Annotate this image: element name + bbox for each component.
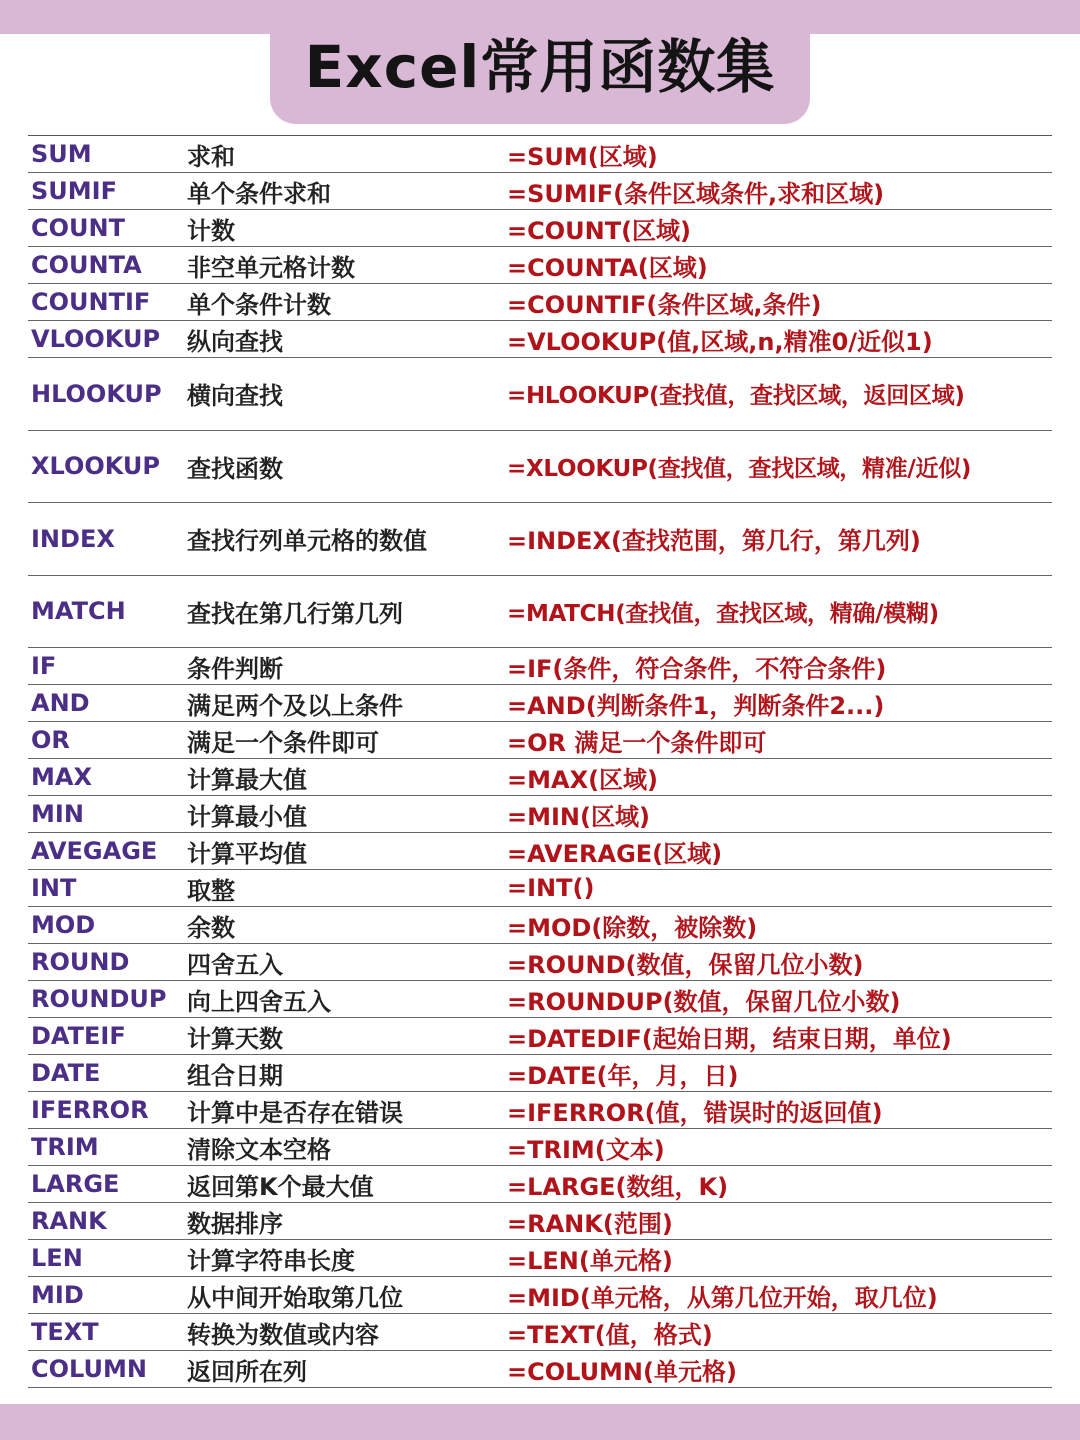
function-name: HLOOKUP — [31, 379, 162, 408]
function-syntax: =XLOOKUP(查找值，查找区域，精准/近似) — [507, 455, 972, 482]
function-description: 余数 — [187, 913, 235, 942]
function-syntax: =MATCH(查找值，查找区域，精确/模糊) — [507, 600, 939, 627]
function-name: DATEIF — [31, 1022, 126, 1050]
function-syntax: =AVERAGE(区域) — [507, 839, 723, 868]
function-description: 计算平均值 — [187, 839, 307, 868]
table-row — [28, 1092, 1052, 1129]
function-name: MID — [31, 1281, 84, 1309]
table-row — [28, 1129, 1052, 1166]
function-syntax: =COUNTA(区域) — [507, 253, 708, 282]
function-syntax: =IFERROR(值，错误时的返回值) — [507, 1098, 883, 1127]
table-row — [28, 431, 1052, 504]
function-description: 条件判断 — [187, 654, 283, 683]
function-syntax: =SUMIF(条件区域条件,求和区域) — [507, 179, 885, 208]
function-name: IF — [31, 652, 57, 680]
function-syntax: =ROUNDUP(数值，保留几位小数) — [507, 987, 901, 1016]
function-syntax: =TRIM(文本) — [507, 1135, 665, 1164]
table-row — [28, 648, 1052, 685]
function-description: 满足两个及以上条件 — [187, 691, 403, 720]
table-row — [28, 907, 1052, 944]
table-row — [28, 1277, 1052, 1314]
function-description: 计算中是否存在错误 — [187, 1098, 403, 1127]
table-row — [28, 576, 1052, 649]
function-description: 查找函数 — [187, 454, 283, 483]
table-row — [28, 796, 1052, 833]
function-name: ROUND — [31, 948, 130, 976]
function-description: 计算最大值 — [187, 765, 307, 794]
function-description: 求和 — [187, 142, 235, 171]
function-description: 横向查找 — [187, 382, 283, 411]
function-name: DATE — [31, 1059, 101, 1087]
table-row — [28, 1240, 1052, 1277]
function-syntax: =IF(条件，符合条件，不符合条件) — [507, 654, 887, 683]
table-row — [28, 210, 1052, 247]
function-description: 满足一个条件即可 — [187, 728, 379, 757]
function-description: 单个条件求和 — [187, 179, 331, 208]
function-name: MATCH — [31, 597, 126, 626]
function-syntax: =RANK(范围) — [507, 1209, 673, 1238]
function-name: SUMIF — [31, 177, 117, 205]
page-title: Excel常用函数集 — [304, 33, 776, 101]
table-row — [28, 136, 1052, 173]
function-name: MIN — [31, 800, 84, 828]
function-syntax: =MIN(区域) — [507, 802, 650, 831]
function-description: 查找在第几行第几列 — [187, 599, 403, 628]
function-syntax: =TEXT(值，格式) — [507, 1320, 713, 1349]
function-description: 四舍五入 — [187, 950, 283, 979]
function-syntax: =INT() — [507, 874, 595, 902]
function-name: ROUNDUP — [31, 985, 167, 1013]
function-description: 计算天数 — [187, 1024, 283, 1053]
function-name: MOD — [31, 911, 96, 939]
table-row — [28, 870, 1052, 907]
title-banner — [270, 0, 810, 124]
function-description: 查找行列单元格的数值 — [187, 527, 427, 556]
table-row — [28, 247, 1052, 284]
table-row — [28, 1018, 1052, 1055]
function-name: COUNT — [31, 214, 125, 242]
function-name: RANK — [31, 1207, 107, 1235]
function-syntax: =INDEX(查找范围，第几行，第几列) — [507, 527, 921, 556]
function-syntax: =COLUMN(单元格) — [507, 1357, 737, 1386]
function-description: 非空单元格计数 — [187, 253, 355, 282]
bottom-band — [0, 1404, 1080, 1440]
function-description: 组合日期 — [187, 1061, 283, 1090]
function-table — [28, 135, 1052, 1388]
function-name: AVEGAGE — [31, 837, 158, 865]
table-row — [28, 358, 1052, 431]
function-name: COUNTA — [31, 251, 142, 279]
table-row — [28, 722, 1052, 759]
function-description: 单个条件计数 — [187, 290, 331, 319]
function-syntax: =ROUND(数值，保留几位小数) — [507, 950, 864, 979]
function-name: INDEX — [31, 524, 115, 553]
function-syntax: =COUNTIF(条件区域,条件) — [507, 290, 822, 319]
function-syntax: =MID(单元格，从第几位开始，取几位) — [507, 1283, 938, 1312]
function-name: INT — [31, 874, 77, 902]
function-description: 返回第K个最大值 — [187, 1172, 374, 1201]
function-description: 纵向查找 — [187, 327, 283, 356]
table-row — [28, 1055, 1052, 1092]
function-syntax: =OR 满足一个条件即可 — [507, 728, 767, 757]
function-description: 向上四舍五入 — [187, 987, 331, 1016]
table-row — [28, 321, 1052, 358]
function-description: 返回所在列 — [187, 1357, 307, 1386]
function-name: COUNTIF — [31, 288, 151, 316]
function-name: OR — [31, 726, 70, 754]
function-name: COLUMN — [31, 1355, 147, 1383]
function-name: AND — [31, 689, 90, 717]
function-syntax: =VLOOKUP(值,区域,n,精准0/近似1) — [507, 327, 933, 356]
function-syntax: =MOD(除数，被除数) — [507, 913, 758, 942]
function-syntax: =MAX(区域) — [507, 765, 659, 794]
function-name: XLOOKUP — [31, 452, 160, 481]
function-name: MAX — [31, 763, 92, 791]
function-name: SUM — [31, 140, 92, 168]
table-row — [28, 1166, 1052, 1203]
table-row — [28, 284, 1052, 321]
table-row — [28, 1351, 1052, 1388]
function-description: 计算最小值 — [187, 802, 307, 831]
function-name: VLOOKUP — [31, 325, 161, 353]
table-row — [28, 685, 1052, 722]
function-name: TRIM — [31, 1133, 99, 1161]
function-description: 计数 — [187, 216, 235, 245]
table-row — [28, 1203, 1052, 1240]
function-description: 从中间开始取第几位 — [187, 1283, 403, 1312]
table-row — [28, 833, 1052, 870]
function-name: TEXT — [31, 1318, 99, 1346]
function-syntax: =LARGE(数组，K) — [507, 1172, 729, 1201]
function-name: IFERROR — [31, 1096, 149, 1124]
function-description: 数据排序 — [187, 1209, 283, 1238]
function-description: 取整 — [187, 876, 235, 905]
function-syntax: =DATEDIF(起始日期，结束日期，单位) — [507, 1024, 952, 1053]
function-description: 转换为数值或内容 — [187, 1320, 379, 1349]
function-syntax: =DATE(年，月，日) — [507, 1061, 739, 1090]
function-syntax: =LEN(单元格) — [507, 1246, 673, 1275]
table-row — [28, 981, 1052, 1018]
function-description: 清除文本空格 — [187, 1135, 331, 1164]
table-row — [28, 944, 1052, 981]
table-row — [28, 173, 1052, 210]
table-row — [28, 503, 1052, 576]
function-syntax: =AND(判断条件1，判断条件2...) — [507, 691, 885, 720]
function-description: 计算字符串长度 — [187, 1246, 355, 1275]
function-name: LARGE — [31, 1170, 120, 1198]
table-row — [28, 759, 1052, 796]
function-syntax: =SUM(区域) — [507, 142, 658, 171]
table-row — [28, 1314, 1052, 1351]
function-syntax: =HLOOKUP(查找值，查找区域，返回区域) — [507, 383, 965, 410]
function-syntax: =COUNT(区域) — [507, 216, 692, 245]
function-name: LEN — [31, 1244, 83, 1272]
